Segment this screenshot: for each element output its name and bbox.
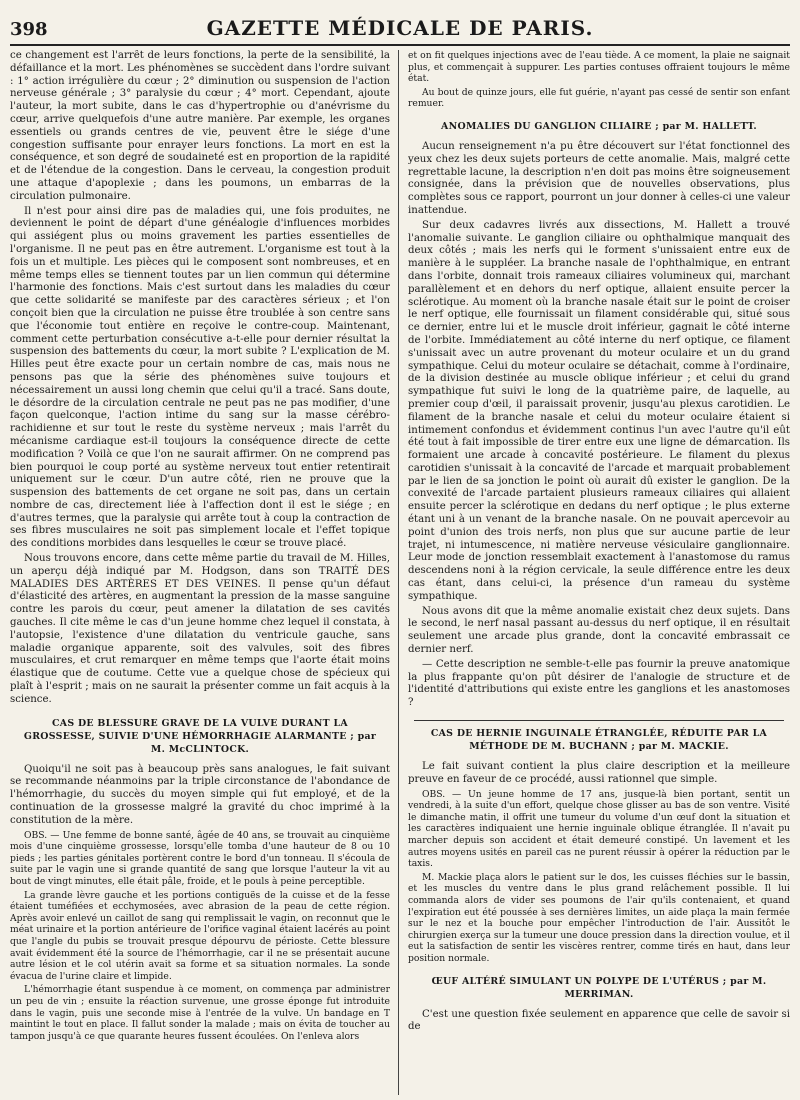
article-title: ŒUF ALTÉRÉ SIMULANT UN POLYPE DE L'UTÉRUS ; par M. MERRIMAN. [431,975,767,1000]
paragraph: L'hémorrhagie étant suspendue à ce moment, on commença par administrer un peu de vin ; ensuite la réaction survenue, une grosse éponge fut introduite dans le vagin, puis une seconde mise à l'entrée de la vulve. Un bandage en T maintint le tout en place. Il fallut sonder la malade ; mais on évita de toucher au tampon jusqu'à ce que quarante heures fussent écoulées. On l'enleva alors [10,984,390,1042]
article-title: CAS DE HERNIE INGUINALE ÉTRANGLÉE, RÉDUITE PAR LA MÉTHODE DE M. BUCHANN ; par M. MACKIE. [414,720,784,753]
paragraph: ce changement est l'arrêt de leurs fonctions, la perte de la sensibilité, la défaillance et la mort. Les phénomènes se succèdent dans l'ordre suivant : 1° action irrégulière du cœur ; 2° diminution ou suspension de l'action nerveuse générale ; 3° paralysie du cœur ; 4° mort. Cependant, ajoute l'auteur, la mort subite, dans le cas d'hypertrophie ou d'anévrisme du cœur, arrive quelquefois d'une autre manière. Par exemple, les organes essentiels ou grands centres de vie, peuvent être le siége d'une congestion suffisante pour enrayer leurs fonctions. La mort en est la conséquence, et son degré de soudaineté est en proportion de la rapidité et de l'étendue de la congestion. Dans le cerveau, la congestion produit une attaque d'apoplexie ; dans les poumons, un embarras de la circulation pulmonaire. [10,50,390,202]
journal-title: GAZETTE MÉDICALE DE PARIS. [206,16,594,40]
paragraph: et on fit quelques injections avec de l'eau tiède. A ce moment, la plaie ne saignait plus, et commençait à suppurer. Les parties contuses offraient toujours le même état. [408,50,790,85]
article-title: CAS DE BLESSURE GRAVE DE LA VULVE DURANT LA GROSSESSE, SUIVIE D'UNE HÉMORRHAGIE ALARMANTE ; par M. McCLINTOCK. [23,717,377,755]
article-title: ANOMALIES DU GANGLION CILIAIRE ; par M. HALLETT. [441,120,757,132]
page-number: 398 [10,19,48,40]
paragraph: Nous trouvons encore, dans cette même partie du travail de M. Hilles, un aperçu déjà indiqué par M. Hodgson, dans son TRAITÉ DES MALADIES DES ARTÈRES ET DES VEINES. Il pense qu'un défaut d'élasticité des artères, en augmentant la pression de la masse sanguine contre les parois du cœur, peut amener la dilatation de ses cavités gauches. Il cite même le cas d'un jeune homme chez lequel il constata, à l'autopsie, l'existence d'une dilatation du ventricule gauche, sans maladie organique apparente, soit des valvules, soit des fibres musculaires, et crut remarquer en même temps que l'aorte était moins élastique que de coutume. Cette vue a quelque chose de spécieux qui plaît à l'esprit ; mais on ne saurait la présenter comme un fait acquis à la science. [10,553,390,705]
paragraph: M. Mackie plaça alors le patient sur le dos, les cuisses fléchies sur le bassin, et les muscles du ventre dans le plus grand relâchement possible. Il lui commanda alors de vider ses poumons de l'air qu'ils contenaient, et quand l'expiration eut été poussée à ses dernières limites, un aide plaça la main fermée sur le nez et la bouche pour empêcher l'introduction de l'air. Aussitôt le chirurgien exerça sur la tumeur une douce pression dans la direction voulue, et il eut la satisfaction de sentir les viscères rentrer, comme tirés en haut, dans leur position normale. [408,871,790,964]
page-header [10,10,790,46]
paragraph: Nous avons dit que la même anomalie existait chez deux sujets. Dans le second, le nerf nasal passant au-dessus du nerf optique, il en résultait seulement une arcade plus grande, dont la concavité embrassait ce dernier nerf. [408,605,790,656]
paragraph: — Cette description ne semble-t-elle pas fournir la preuve anatomique la plus frappante qu'on pût désirer de l'analogie de structure et de l'identité d'attributions qui existe entre les ganglions et les anastomoses ? [408,658,790,709]
observation-paragraph: OBS. — Une femme de bonne santé, âgée de 40 ans, se trouvait au cinquième mois d'une cinquième grossesse, lorsqu'elle tomba d'une hauteur de 8 ou 10 pieds ; les parties génitales portèrent contre le bord d'un tonneau. Il s'écoula de suite par le vagin une si grande quantité de sang que lorsque l'auteur la vit au bout de vingt minutes, elle était pâle, froide, et le pouls à peine perceptible. [10,829,390,887]
paragraph: Sur deux cadavres livrés aux dissections, M. Hallett a trouvé l'anomalie suivante. Le ganglion ciliaire ou ophthalmique manquait des deux côtés ; mais les nerfs qui le forment s'unissaient entre eux de manière à le suppléer. La branche nasale de l'ophthalmique, en entrant dans l'orbite, donnait trois rameaux ciliaires volumineux qui, marchant parallèlement et en dehors du nerf optique, allaient ensuite percer la sclérotique. Au moment où la branche nasale était sur le point de croiser le nerf optique, elle fournissait un filament considérable qui, situé sous ce dernier, entre lui et le muscle droit inférieur, gagnait le côté interne de l'orbite. Immédiatement au côté interne du nerf optique, ce filament s'unissait avec un autre provenant du moteur oculaire et un du grand sympathique. Celui du moteur oculaire se détachait, comme à l'ordinaire, de la division destinée au muscle oblique inférieur ; et celui du grand sympathique fut suivi le long de la quatrième paire, de laquelle, au premier coup d'œil, il paraissait provenir, jusqu'au plexus carotidien. Le filament de la branche nasale et celui du moteur oculaire étaient si intimement confondus et évidemment continus l'un avec l'autre qu'il eût été tout à fait impossible de tirer entre eux une ligne de démarcation. Ils formaient une arcade à concavité postérieure. Le filament du plexus carotidien s'unissait à la concavité de l'arcade et marquait probablement par le lien de sa jonction le point où aurait dû exister le ganglion. De la convexité de l'arcade partaient plusieurs rameaux ciliaires qui allaient ensuite percer la sclérotique en dedans du nerf optique ; le plus externe étant uni à un venant de la branche nasale. On ne pouvait apercevoir au point d'union des trois nerfs, non plus que sur aucune partie de leur trajet, ni intumescence, ni matière nerveuse vésiculaire ganglionnaire. Leur mode de jonction ressemblait exactement à l'anastomose du ramus descendens noni à la région cervicale, la seule différence entre les deux cas étant, dans celui-ci, la présence d'un rameau du système sympathique. [408,219,790,602]
paragraph: C'est une question fixée seulement en apparence que celle de savoir si de [408,1008,790,1033]
observation-paragraph: OBS. — Un jeune homme de 17 ans, jusque-là bien portant, sentit un vendredi, à la suite d'un effort, quelque chose glisser au bas de son ventre. Visité le dimanche matin, il offrit une tumeur du volume d'un œuf dont la situation et les caractères indiquaient une hernie inguinale oblique étranglée. Il n'avait pu marcher depuis son accident et était demeuré constipé. Un lavement et les autres moyens usités en pareil cas ne purent réussir à opérer la réduction par le taxis. [408,788,790,870]
paragraph: Quoiqu'il ne soit pas à beaucoup près sans analogues, le fait suivant se recommande néanmoins par la triple circonstance de l'abondance de l'hémorrhagie, du succès du moyen simple qui fut employé, et de la continuation de la grossesse malgré la gravité du choc imprimé à la constitution de la mère. [10,763,390,826]
column-divider [398,50,399,1095]
paragraph: Il n'est pour ainsi dire pas de maladies qui, une fois produites, ne deviennent le point de départ d'une généalogie d'influences morbides qui assiégent plus ou moins gravement les parties essentielles de l'organisme. Il ne peut pas en être autrement. L'organisme est tout à la fois un et multiple. Les pièces qui le composent sont nombreuses, et en même temps elles se tiennent toutes par un lien commun qui détermine l'harmonie des fonctions. Mais c'est surtout dans les maladies du cœur que cette solidarité se manifeste par des caractères sérieux ; et l'on conçoit bien que la circulation ne puisse être troublée à son centre sans que l'économie tout entière en reçoive le contre-coup. Maintenant, comment cette perturbation consécutive a-t-elle pour dernier résultat la suspension des battements du cœur, la mort subite ? L'explication de M. Hilles peut être exacte pour un certain nombre de cas, mais nous ne pensons pas que la série des phénomènes suive toujours et nécessairement un aussi long chemin que celui qu'il a tracé. Sans doute, le désordre de la circulation centrale ne peut pas ne pas modifier, d'une façon quelconque, l'action intime du sang sur la masse cérébro-rachidienne et sur tout le reste du système nerveux ; mais l'arrêt du mécanisme cardiaque est-il toujours la conséquence directe de cette modification ? Voilà ce que l'on ne saurait affirmer. On ne comprend pas bien pourquoi le coup porté au système nerveux tout entier retentirait uniquement sur le cœur. D'un autre côté, rien ne prouve que la suspension des battements de cet organe ne soit pas, dans un certain nombre de cas, directement liée à l'affection dont il est le siége ; en d'autres termes, que la paralysie qui arrête tout à coup la contraction de ses fibres musculaires ne soit pas simplement locale et l'effet topique des conditions morbides dans lesquelles le cœur se trouve placé. [10,205,390,550]
paragraph: Au bout de quinze jours, elle fut guérie, n'ayant pas cessé de sentir son enfant remuer. [408,86,790,110]
paragraph: La grande lèvre gauche et les portions contiguës de la cuisse et de la fesse étaient tuméfiées et ecchymosées, avec abrasion de la peau de cette région. Après avoir enlevé un caillot de sang qui remplissait le vagin, on reconnut que le méat urinaire et la portion antérieure de l'orifice vaginal étaient lacérés au point que l'angle du pubis se trouvait presque dépourvu de périoste. Cette blessure avait évidemment été la source de l'hémorrhagie, car il ne se présentait aucune autre lésion et le col utérin avait sa forme et sa situation normales. La sonde évacua de l'urine claire et limpide. [10,889,390,982]
left-column [10,50,390,1095]
paragraph: Aucun renseignement n'a pu être découvert sur l'état fonctionnel des yeux chez les deux sujets porteurs de cette anomalie. Mais, malgré cette regrettable lacune, la description n'en doit pas moins être soigneusement consignée, dans la prévision que de nouvelles observations, plus complètes sous ce rapport, pourront un jour donner à celles-ci une valeur inattendue. [408,140,790,216]
right-column [408,50,790,1095]
paragraph: Le fait suivant contient la plus claire description et la meilleure preuve en faveur de ce procédé, aussi rationnel que simple. [408,761,790,785]
